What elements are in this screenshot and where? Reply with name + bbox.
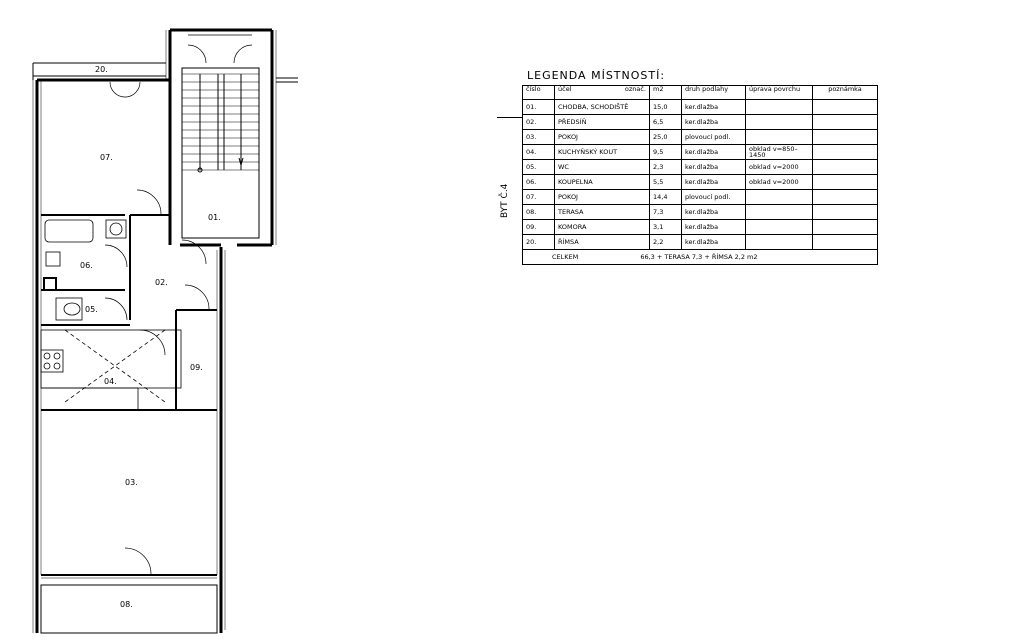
legend-cell-m2: 2,2 [650, 235, 682, 250]
legend-cell-uprava: obklad v=2000 [746, 175, 813, 190]
legend-total-row [523, 250, 878, 265]
legend-cell-druh: ker.dlažba [682, 145, 746, 160]
room-20-label: 20. [95, 65, 108, 74]
legend-cell-ucel: PŘEDSÍŇ [555, 115, 650, 130]
room-09-label: 09. [190, 363, 203, 372]
legend-cell-ucel: WC [555, 160, 650, 175]
legend-cell-m2: 2,3 [650, 160, 682, 175]
legend-row [523, 235, 878, 250]
legend-cell-ucel: TERASA [555, 205, 650, 220]
legend-cell-m2: 6,5 [650, 115, 682, 130]
legend-cell-poznamka [813, 145, 878, 160]
legend-cell-uprava [746, 100, 813, 115]
wall-hatching [33, 30, 276, 633]
legend-cell-druh: ker.dlažba [682, 235, 746, 250]
room-08-label: 08. [120, 600, 133, 609]
header-druh: druh podlahy [682, 86, 746, 100]
legend-cell-uprava [746, 220, 813, 235]
legend-cell-m2: 15,0 [650, 100, 682, 115]
legend-cell-poznamka [813, 130, 878, 145]
legend-cell-m2: 7,3 [650, 205, 682, 220]
legend-cell-ucel: ŘÍMSA [555, 235, 650, 250]
legend-cell-druh: plovoucí podl. [682, 190, 746, 205]
kitchen [41, 330, 181, 410]
legend-cell-poznamka [813, 220, 878, 235]
legend-cell-ucel: KOUPELNA [555, 175, 650, 190]
header-cislo: číslo [523, 86, 555, 100]
legend-cell-uprava: obklad v=850–1450 [746, 145, 813, 160]
legend-cell-ucel: POKOJ [555, 190, 650, 205]
header-poznamka: poznámka [813, 86, 878, 100]
legend-row [523, 205, 878, 220]
legend-cell-poznamka [813, 175, 878, 190]
legend-cell-cislo: 04. [523, 145, 555, 160]
legend-row [523, 190, 878, 205]
legend-cell-uprava [746, 235, 813, 250]
legend-cell-ucel: CHODBA, SCHODIŠTĚ [555, 100, 650, 115]
legend-cell-poznamka [813, 115, 878, 130]
legend-header-row [523, 86, 878, 100]
legend-cell-poznamka [813, 160, 878, 175]
legend-cell-uprava [746, 115, 813, 130]
legend-cell-poznamka [813, 190, 878, 205]
room-07-label: 07. [100, 153, 113, 162]
legend-table [522, 85, 878, 265]
legend-cell-cislo: 06. [523, 175, 555, 190]
legend-cell-cislo: 09. [523, 220, 555, 235]
legend-title: LEGENDA MÍSTNOSTÍ: [527, 69, 666, 82]
legend-cell-cislo: 07. [523, 190, 555, 205]
outer-walls [37, 30, 272, 633]
legend-cell-druh: ker.dlažba [682, 115, 746, 130]
total-cell [523, 250, 878, 265]
legend-cell-druh: ker.dlažba [682, 100, 746, 115]
legend-row [523, 145, 878, 160]
legend-cell-cislo: 03. [523, 130, 555, 145]
legend-row [523, 130, 878, 145]
header-m2: m2 [650, 86, 682, 100]
legend-cell-druh: ker.dlažba [682, 205, 746, 220]
legend-cell-uprava: obklad v=2000 [746, 160, 813, 175]
legend-cell-m2: 9,5 [650, 145, 682, 160]
doors [105, 82, 209, 574]
legend-cell-cislo: 02. [523, 115, 555, 130]
apartment-label: BYT Č.4 [500, 183, 510, 218]
total-value: 66,3 + TERASA 7,3 + ŘÍMSA 2,2 m2 [640, 252, 758, 261]
floor-plan [0, 0, 300, 641]
room-06-label: 06. [80, 261, 93, 270]
header-uprava: úprava povrchu [746, 86, 813, 100]
leader-line [497, 117, 523, 118]
legend-cell-cislo: 20. [523, 235, 555, 250]
legend-cell-cislo: 01. [523, 100, 555, 115]
legend-cell-cislo: 05. [523, 160, 555, 175]
legend-cell-uprava [746, 205, 813, 220]
total-label: CELKEM [552, 252, 579, 261]
stair-door [188, 35, 252, 63]
room-02-label: 02. [155, 278, 168, 287]
legend-row [523, 160, 878, 175]
legend-cell-ucel: POKOJ [555, 130, 650, 145]
legend-cell-poznamka [813, 100, 878, 115]
header-ucel: účel označ. [555, 86, 650, 100]
legend-row [523, 220, 878, 235]
legend-cell-ucel: KUCHYŇSKÝ KOUT [555, 145, 650, 160]
legend-cell-poznamka [813, 235, 878, 250]
legend-row [523, 100, 878, 115]
legend-cell-druh: ker.dlažba [682, 220, 746, 235]
legend-cell-m2: 25,0 [650, 130, 682, 145]
legend-cell-druh: ker.dlažba [682, 160, 746, 175]
legend-row [523, 115, 878, 130]
legend-cell-druh: plovoucí podl. [682, 130, 746, 145]
legend-cell-ucel: KOMORA [555, 220, 650, 235]
legend-cell-uprava [746, 130, 813, 145]
room-03-label: 03. [125, 478, 138, 487]
legend-cell-druh: ker.dlažba [682, 175, 746, 190]
legend-cell-m2: 3,1 [650, 220, 682, 235]
room-01-label: 01. [208, 213, 221, 222]
room-04-label: 04. [104, 377, 117, 386]
legend-cell-m2: 5,5 [650, 175, 682, 190]
legend-row [523, 175, 878, 190]
legend-cell-poznamka [813, 205, 878, 220]
room-05-label: 05. [85, 305, 98, 314]
legend-cell-m2: 14,4 [650, 190, 682, 205]
interior-walls [41, 215, 217, 575]
legend-cell-uprava [746, 190, 813, 205]
legend-cell-cislo: 08. [523, 205, 555, 220]
